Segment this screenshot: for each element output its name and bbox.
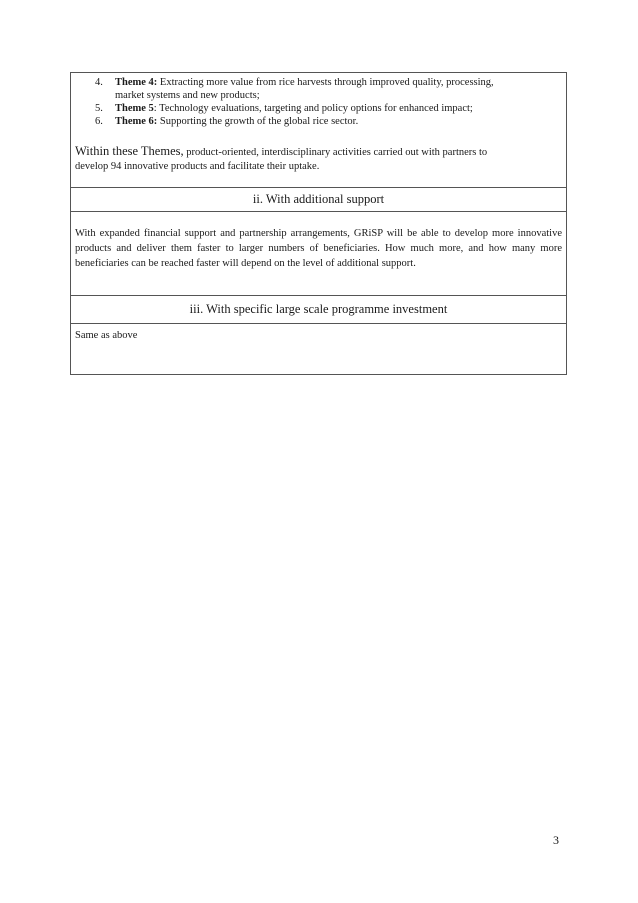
theme-text: Extracting more value from rice harvests through improved quality, processing, <box>157 77 494 88</box>
large-scale-investment-cell <box>71 324 566 374</box>
within-line-2: develop 94 innovative products and facilitate their uptake. <box>75 161 320 172</box>
theme-text: Supporting the growth of the global rice sector. <box>157 116 359 127</box>
list-item-number: 6. <box>95 116 103 127</box>
content-table <box>70 72 567 375</box>
list-item-number: 4. <box>95 77 103 88</box>
additional-support-paragraph: With expanded financial support and partnership arrangements, GRiSP will be able to develop more innovative products and deliver them faster to larger numbers of beneficiaries. How much more, and how many more beneficiaries can be reached faster will depend on the level of additional support. <box>75 228 562 269</box>
themes-list <box>75 76 560 128</box>
list-item <box>75 76 560 102</box>
theme-label: Theme 4: <box>115 77 158 88</box>
list-item <box>75 115 560 128</box>
additional-support-cell <box>71 212 566 296</box>
section-heading-additional-support <box>71 188 566 212</box>
list-item <box>75 102 560 115</box>
within-line-1: product-oriented, interdisciplinary activities carried out with partners to <box>183 147 488 158</box>
page-number: 3 <box>553 833 559 847</box>
theme-text: : Technology evaluations, targeting and policy options for enhanced impact; <box>153 103 473 114</box>
within-lead: Within these Themes, <box>75 144 184 158</box>
theme-text-continued: market systems and new products; <box>115 90 260 101</box>
within-themes-paragraph <box>75 144 560 174</box>
list-item-number: 5. <box>95 103 103 114</box>
section-heading: iii. With specific large scale programme investment <box>189 302 448 316</box>
themes-cell <box>71 73 566 188</box>
section-heading-large-scale-investment <box>71 296 566 324</box>
same-as-above-text: Same as above <box>75 330 138 341</box>
theme-label: Theme 6: <box>115 116 158 127</box>
theme-label: Theme 5 <box>115 103 154 114</box>
section-heading: ii. With additional support <box>252 192 385 206</box>
